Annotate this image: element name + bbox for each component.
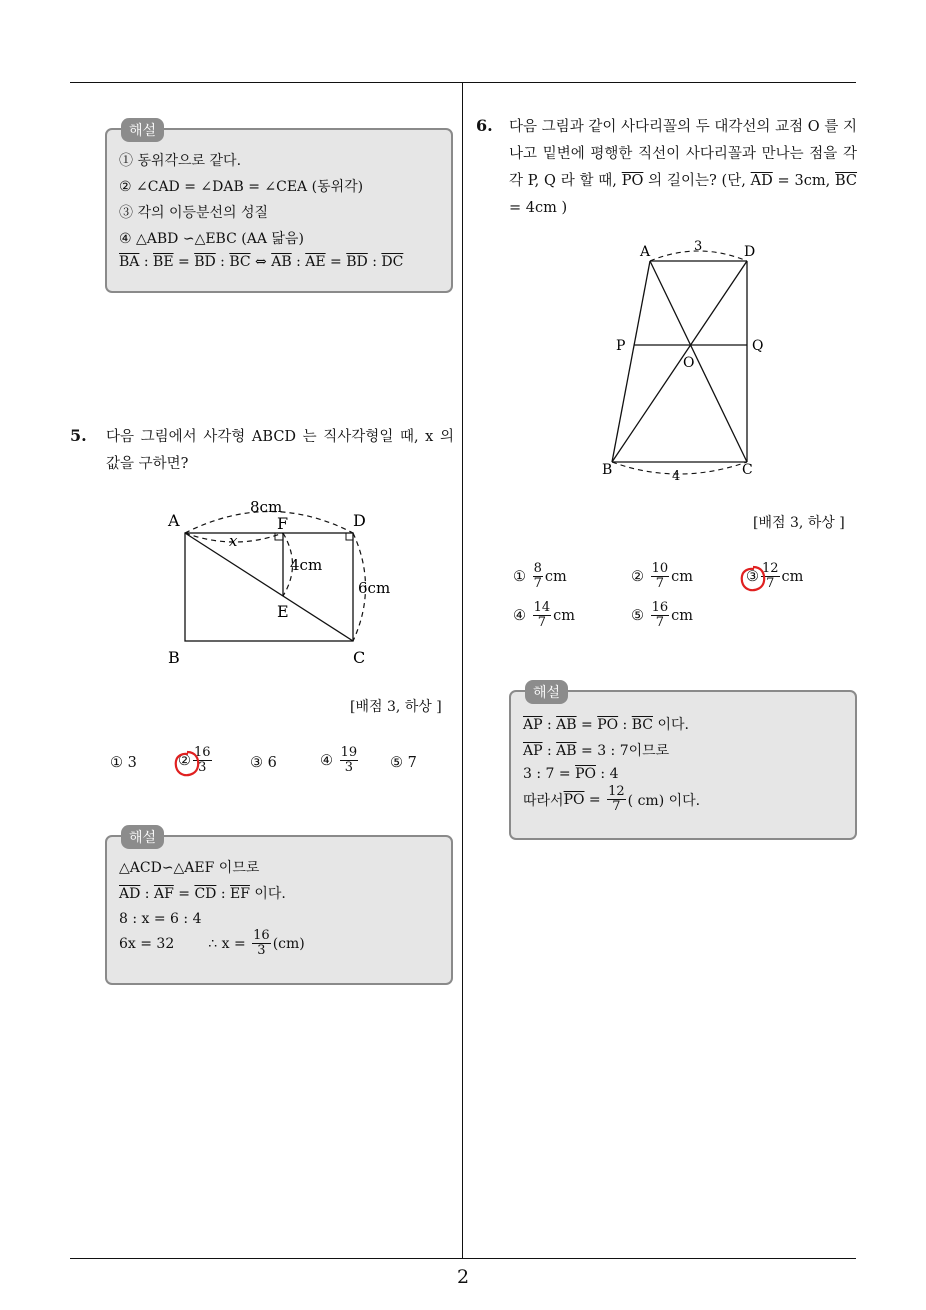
column-divider [462, 83, 463, 1259]
seg: $\overline{PO}$ [575, 766, 596, 782]
choice-value: 6 [267, 755, 277, 771]
explanation-tag: 해설 [525, 680, 568, 704]
choice-value: 3 [127, 755, 137, 771]
box1-line-2: ② ∠CAD = ∠DAB = ∠CEA (동위각) [119, 179, 364, 195]
choice-mark: ④ [513, 607, 526, 624]
label-O: O [683, 355, 695, 371]
label-A: A [168, 511, 180, 530]
answer-circle-q6 [738, 564, 768, 594]
unit: cm [671, 607, 694, 624]
choice-mark: ① [513, 568, 526, 585]
label-B: B [602, 462, 613, 478]
unit: cm [553, 607, 576, 624]
q6-choice-4[interactable] [513, 601, 575, 630]
label-F: F [277, 514, 289, 533]
seg: $\overline{BC}$ [631, 717, 653, 733]
box1-line-1: ① 동위각으로 같다. [119, 153, 242, 169]
choice-value: 7 [407, 755, 417, 771]
box3-line-2: $\overline{AP}$ : $\overline{AB} = 3$ : 7이므로 [523, 743, 670, 759]
q6-text-part: 의 길이는? (단, [643, 173, 746, 189]
seg: $\overline{AE}$ [305, 254, 326, 270]
seg: $\overline{CD}$ [194, 886, 217, 902]
question-5-score: [배점 3, 하상 ] [350, 699, 442, 715]
question-5-figure [160, 495, 400, 670]
seg: $\overline{PO}$ [597, 717, 619, 733]
q6-text-part: 다음 그림과 같이 사다리꼴의 두 대각선의 교점 O 를 지나고 밑변에 평행한 직선이 사다리꼴과 만나는 점을 각각 P, Q 라 할 때, [509, 119, 857, 189]
seg: $\overline{PO}$ [621, 173, 644, 189]
seg: $\overline{AP}$ [523, 743, 543, 759]
label-x: x [229, 532, 238, 550]
choice-mark: ① [110, 755, 123, 771]
seg: $\overline{AD}$ [119, 886, 141, 902]
head: 따라서 [523, 792, 564, 809]
label-8cm: 8cm [250, 498, 283, 516]
choice-mark: ⑤ [631, 607, 644, 624]
choice-fraction: $\frac{19}{3}$ [340, 745, 358, 775]
tail: = 3 : 7이므로 [576, 743, 670, 759]
page-number: 2 [456, 1266, 470, 1288]
label-A: A [640, 244, 651, 260]
label-C: C [353, 648, 366, 667]
label-6cm: 6cm [358, 579, 391, 597]
unit: (cm) [272, 935, 305, 952]
choice-mark: ② [178, 752, 191, 769]
choice-fraction: $\frac{14}{7}$ [533, 600, 551, 630]
box2-line-3: 8 : x = 6 : 4 [119, 911, 202, 927]
question-6-score: [배점 3, 하상 ] [753, 515, 845, 531]
box1-line-3: ③ 각의 이등분선의 성질 [119, 205, 269, 221]
choice-fraction: $\frac{16}{7}$ [651, 600, 669, 630]
question-5-number: 5. [70, 426, 87, 445]
q5-choice-1[interactable] [110, 755, 137, 771]
label-C: C [742, 462, 753, 478]
box1-line-5: $\overline{BA}$ : $\overline{BE} = \overline{BD}$ : $\overline{BC}$ ⇔ $\overline{AB}$ : $\overline{AE} = \overline{BD}$ : $\overline{DC}$ [119, 254, 404, 270]
choice-mark: ⑤ [390, 755, 403, 771]
explanation-box-3 [509, 685, 857, 840]
label-D: D [353, 511, 366, 530]
result-fraction: $\frac{12}{7}$ [608, 784, 625, 814]
explanation-box-2 [105, 830, 453, 985]
question-6-number: 6. [476, 116, 493, 135]
q6-text-part: = 4cm ) [509, 200, 568, 216]
choice-mark: ③ [250, 755, 263, 771]
question-5-text: 다음 그림에서 사각형 ABCD 는 직사각형일 때, x 의 값을 구하면? [106, 429, 454, 472]
question-6-text [509, 114, 857, 222]
explanation-tag: 해설 [121, 825, 164, 849]
q6-text-part: = 3cm, [772, 173, 831, 189]
choice-mark: ② [631, 568, 644, 585]
label-4cm: 4cm [290, 556, 323, 574]
question-6-figure [598, 236, 778, 486]
seg: $\overline{AP}$ [523, 717, 543, 733]
q6-choice-1[interactable] [513, 562, 567, 591]
q5-choice-3[interactable] [250, 755, 277, 771]
seg: $\overline{EF}$ [230, 886, 250, 902]
box1-line-4: ④ △ABD ∽△EBC (AA 닮음) [119, 231, 304, 247]
label-P: P [616, 338, 626, 354]
head: 3 : 7 = [523, 766, 576, 782]
label-B: B [168, 648, 180, 667]
choice-fraction: $\frac{8}{7}$ [533, 561, 542, 591]
label-D: D [744, 244, 756, 260]
seg: $\overline{BE}$ [153, 254, 174, 270]
q6-choice-5[interactable] [631, 601, 693, 630]
seg: $\overline{DC}$ [381, 254, 404, 270]
label-E: E [277, 602, 289, 621]
unit: cm [781, 568, 804, 585]
seg: $\overline{PO}$ [563, 791, 585, 808]
label-4: 4 [672, 469, 681, 484]
explanation-tag: 해설 [121, 118, 164, 142]
top-rule [70, 82, 856, 83]
seg: $\overline{BC}$ [835, 173, 858, 189]
q5-choice-5[interactable] [390, 755, 417, 771]
label-Q: Q [752, 338, 764, 354]
unit: cm [671, 568, 694, 585]
box3-line-1: $\overline{AP}$ : $\overline{AB} = \overline{PO}$ : $\overline{BC}$ 이다. [523, 717, 689, 733]
seg: $\overline{AF}$ [153, 886, 174, 902]
label-3: 3 [694, 239, 703, 254]
seg: $\overline{BD}$ [346, 254, 368, 270]
tail: 이다. [653, 717, 689, 733]
tail: 이다. [249, 886, 286, 902]
seg: $\overline{AD}$ [750, 173, 773, 189]
q6-choice-2[interactable] [631, 562, 693, 591]
box2-line-1: △ACD∽△AEF 이므로 [119, 860, 260, 876]
choice-mark: ③ [746, 568, 759, 585]
seg: $\overline{AB}$ [271, 254, 292, 270]
box2-line-2: $\overline{AD}$ : $\overline{AF} = \overline{CD}$ : $\overline{EF}$ 이다. [119, 886, 286, 902]
box2-line-4 [119, 929, 305, 958]
choice-mark: ④ [320, 752, 333, 769]
seg: $\overline{BA}$ [119, 254, 140, 270]
box3-line-4 [523, 785, 700, 814]
answer-circle-q5 [172, 749, 202, 779]
iff-symbol: ⇔ [255, 254, 267, 270]
bottom-rule [70, 1258, 856, 1259]
result-fraction: $\frac{16}{3}$ [253, 928, 270, 958]
choice-fraction: $\frac{16}{3}$ [194, 745, 211, 775]
tail: : 4 [595, 766, 619, 782]
choice-fraction: $\frac{12}{7}$ [762, 561, 779, 591]
therefore: ∴ x = [208, 935, 246, 952]
choice-fraction: $\frac{10}{7}$ [651, 561, 669, 591]
seg: $\overline{BD}$ [194, 254, 216, 270]
q5-choice-4[interactable] [320, 746, 360, 775]
unit: ( cm) 이다. [627, 792, 701, 809]
box3-line-3 [523, 766, 619, 782]
explanation-box-1 [105, 123, 453, 293]
eq-left: 6x = 32 [119, 935, 175, 952]
eq: = [584, 791, 606, 808]
unit: cm [544, 568, 567, 585]
seg: $\overline{AB}$ [556, 717, 577, 733]
seg: $\overline{AB}$ [556, 743, 577, 759]
seg: $\overline{BC}$ [229, 254, 251, 270]
